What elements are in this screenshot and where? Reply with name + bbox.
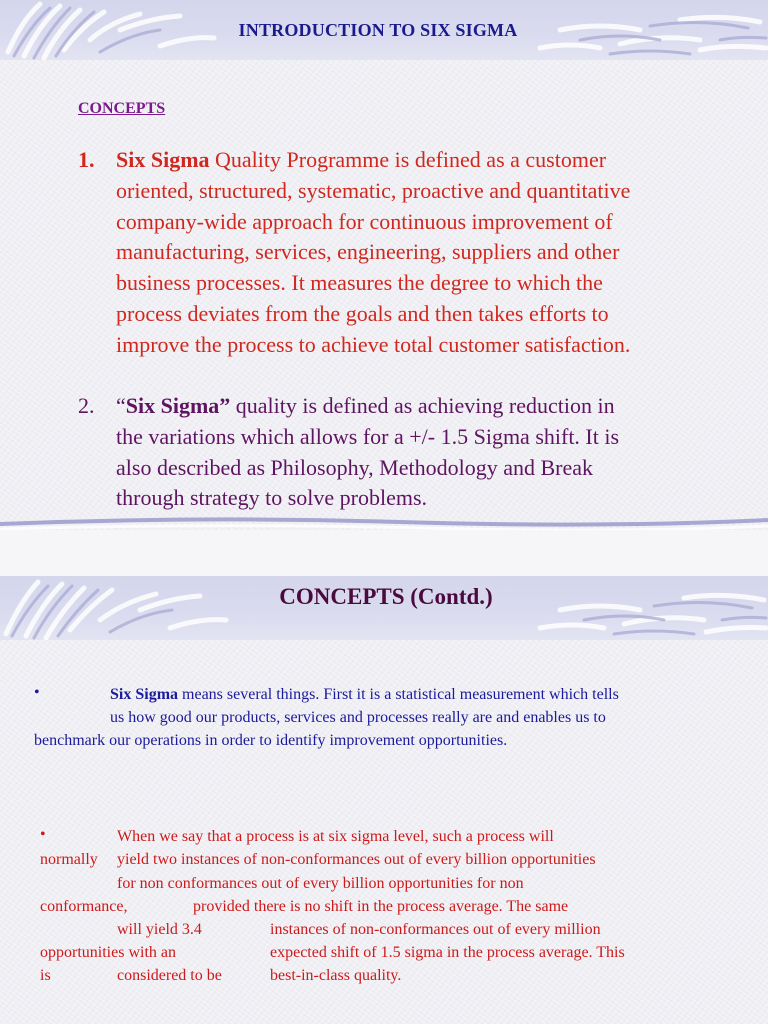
bullet-2-line: for non conformances out of every billion opportunities for non [117,875,524,892]
bullet-2-line: opportunities with an [40,944,176,961]
bullet-1-lead: Six Sigma [110,686,179,703]
item-1-line: company-wide approach for continuous improvement of [116,208,613,234]
bullet-1-text: means several things. First it is a statistical measurement which tells [178,686,619,703]
item-1-line: business processes. It measures the degree to which the [116,270,603,296]
item-2-line: also described as Philosophy, Methodology and Break [116,454,593,480]
bullet-2-line: instances of non-conformances out of every million [270,921,601,938]
slide-divider [0,530,768,576]
bullet-2-line: conformance, [40,898,128,915]
item-1-line: process deviates from the goals and then takes efforts to [116,300,609,326]
bullet-2-line: will yield 3.4 [117,921,202,938]
bullet-2-line: When we say that a process is at six sigma level, such a process will [117,828,554,845]
item-2-number: 2. [78,393,95,418]
item-2-line: through strategy to solve problems. [116,485,428,511]
slide-1-subheading: CONCEPTS [78,100,166,117]
bullet-2-line: normally [40,851,98,868]
bullet-1-line: us how good our products, services and processes really are and enables us to [110,709,606,726]
bullet-2-line: yield two instances of non-conformances out of every billion opportunities [117,851,596,868]
item-2-open-quote: “ [116,393,126,418]
item-1-number: 1. [78,147,95,172]
concept-item-2 [78,391,758,519]
bullet-2-line: is [40,967,51,984]
bullet-2-marker: • [40,826,46,843]
concept-item-1 [78,145,758,365]
item-1-line: Quality Programme is defined as a customer [209,147,607,172]
slide-1-title: INTRODUCTION TO SIX SIGMA [238,20,518,40]
slide-2-title: CONCEPTS (Contd.) [279,584,493,609]
bullet-2-line: best-in-class quality. [270,967,402,984]
item-2-lead: Six Sigma” [125,393,231,418]
item-1-line: improve the process to achieve total customer satisfaction. [116,331,631,357]
bullet-2-line: considered to be [117,967,222,984]
item-1-line: oriented, structured, systematic, proactive and quantitative [116,177,631,203]
bullet-2-line: provided there is no shift in the process average. The same [193,898,569,915]
item-2-line: the variations which allows for a +/- 1.5 Sigma shift. It is [116,423,620,449]
item-2-line: quality is defined as achieving reduction in [230,393,615,418]
bullet-2-line: expected shift of 1.5 sigma in the process average. This [270,944,625,961]
bullet-1-marker: • [34,684,40,701]
item-1-lead: Six Sigma [116,147,210,172]
bullet-1-line: benchmark our operations in order to identify improvement opportunities. [34,732,508,749]
item-1-line: manufacturing, services, engineering, suppliers and other [116,239,620,265]
bullet-1-line [110,686,619,704]
